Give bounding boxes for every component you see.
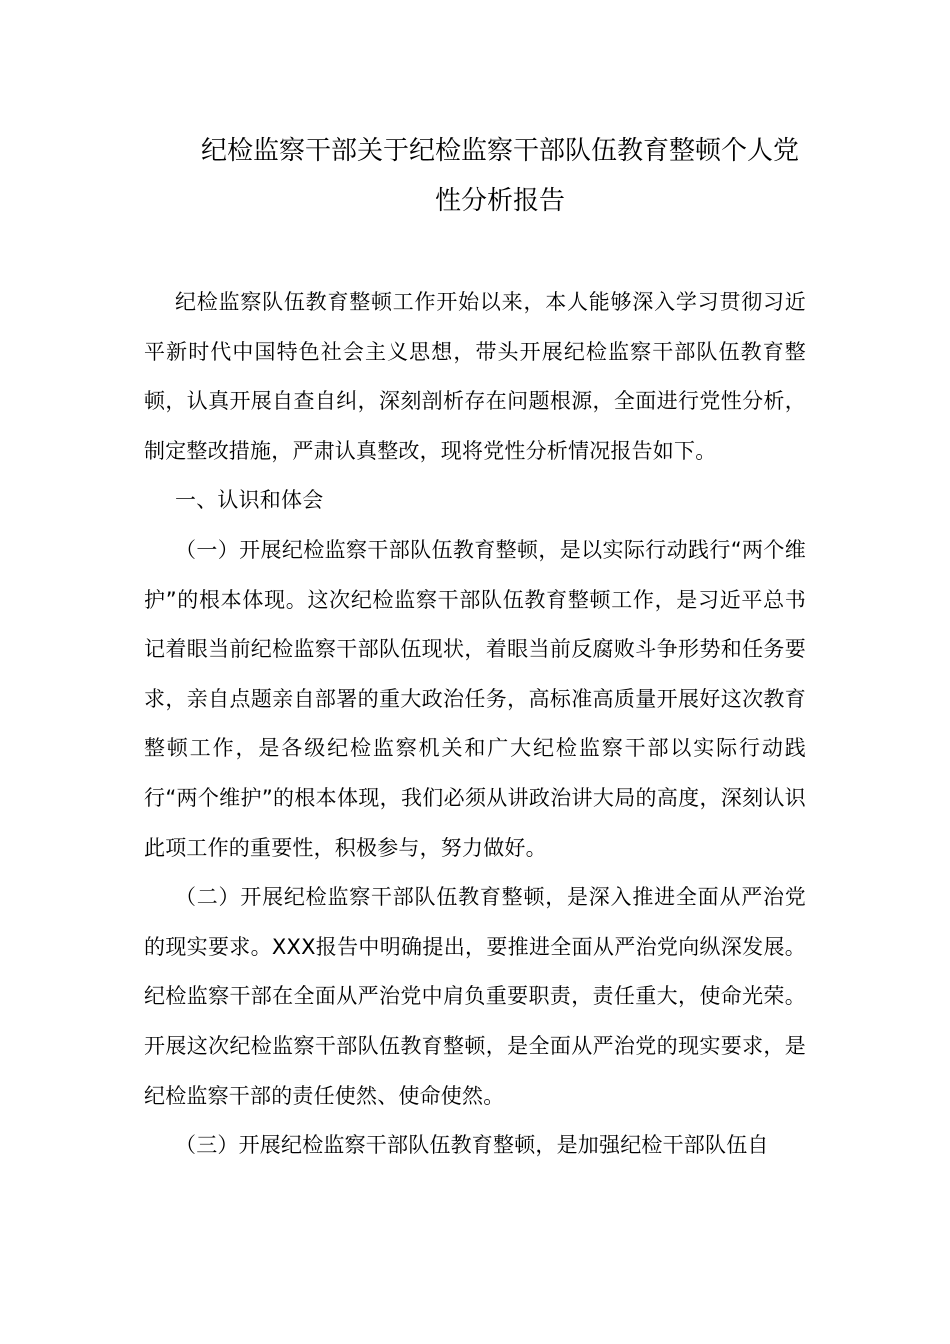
intro-paragraph: 纪检监察队伍教育整顿工作开始以来，本人能够深入学习贯彻习近平新时代中国特色社会主义思想，带头开展纪检监察干部队伍教育整顿，认真开展自查自纠，深刻剖析存在问题根源，全面进行党性分析，制定整改措施，严肃认真整改，现将党性分析情况报告如下。 — [144, 290, 806, 463]
subsection-paragraph-1: （一）开展纪检监察干部队伍教育整顿，是以实际行动践行“两个维护”的根本体现。这次纪检监察干部队伍教育整顿工作，是习近平总书记着眼当前纪检监察干部队伍现状，着眼当前反腐败斗争形势和任务要求，亲自点题亲自部署的重大政治任务，高标准高质量开展好这次教育整顿工作，是各级纪检监察机关和广大纪检监察干部以实际行动践行“两个维护”的根本体现，我们必须从讲政治讲大局的高度，深刻认识此项工作的重要性，积极参与，努力做好。 — [144, 537, 806, 860]
section-heading: 一、认识和体会 — [175, 488, 324, 513]
subsection-paragraph-3: （三）开展纪检监察干部队伍教育整顿，是加强纪检干部队伍自 — [175, 1133, 769, 1158]
subsection-paragraph-2: （二）开展纪检监察干部队伍教育整顿，是深入推进全面从严治党的现实要求。XXX报告中明确提出，要推进全面从严治党向纵深发展。纪检监察干部在全面从严治党中肩负重要职责，责任重大，使命光荣。开展这次纪检监察干部队伍教育整顿，是全面从严治党的现实要求，是纪检监察干部的责任使然、使命使然。 — [144, 885, 806, 1108]
document-title-line-1: 纪检监察干部关于纪检监察干部队伍教育整顿个人党 — [200, 136, 799, 166]
document-body — [144, 278, 806, 1171]
document-title-line-2: 性分析报告 — [434, 186, 565, 216]
